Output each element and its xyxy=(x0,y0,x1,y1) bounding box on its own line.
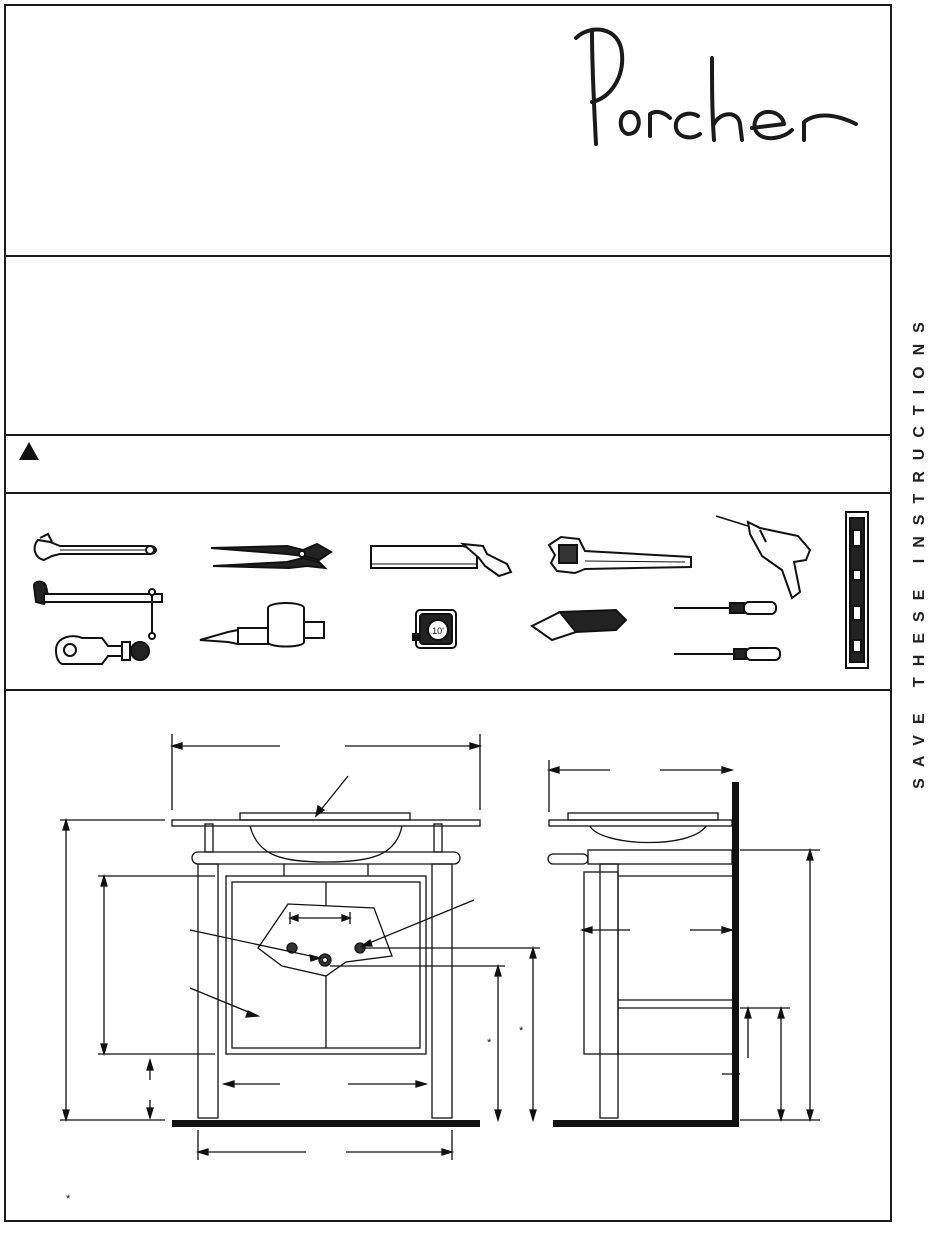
save-instructions-banner: SAVE THESE INSTRUCTIONS xyxy=(911,311,928,789)
caulk-gun-icon xyxy=(198,600,328,652)
power-drill-icon xyxy=(714,512,814,604)
footnote-marker: * xyxy=(66,1193,71,1205)
tubing-cutter-icon xyxy=(52,630,152,670)
tape-measure-label: 10' xyxy=(432,626,444,636)
section-divider xyxy=(6,434,890,436)
level-icon xyxy=(844,510,870,670)
vanity-dimension-diagram xyxy=(0,690,900,1220)
flat-screwdriver-icon xyxy=(670,600,780,616)
adjustable-wrench-icon xyxy=(30,532,162,572)
brand-logo xyxy=(570,16,865,156)
floor-line xyxy=(172,1120,480,1127)
footnote-marker: * xyxy=(487,1037,492,1049)
tape-measure-icon xyxy=(412,606,460,652)
warning-triangle-icon xyxy=(18,441,40,461)
wall-line xyxy=(732,782,739,1127)
section-divider xyxy=(6,255,890,257)
groove-joint-pliers-icon xyxy=(207,538,337,574)
section-divider xyxy=(6,492,890,494)
hacksaw-icon xyxy=(367,538,517,582)
phillips-screwdriver-icon xyxy=(670,646,784,662)
putty-knife-icon xyxy=(530,608,630,644)
footnote-marker: * xyxy=(519,1025,524,1037)
pipe-wrench-icon xyxy=(545,535,695,577)
floor-line xyxy=(553,1120,739,1127)
